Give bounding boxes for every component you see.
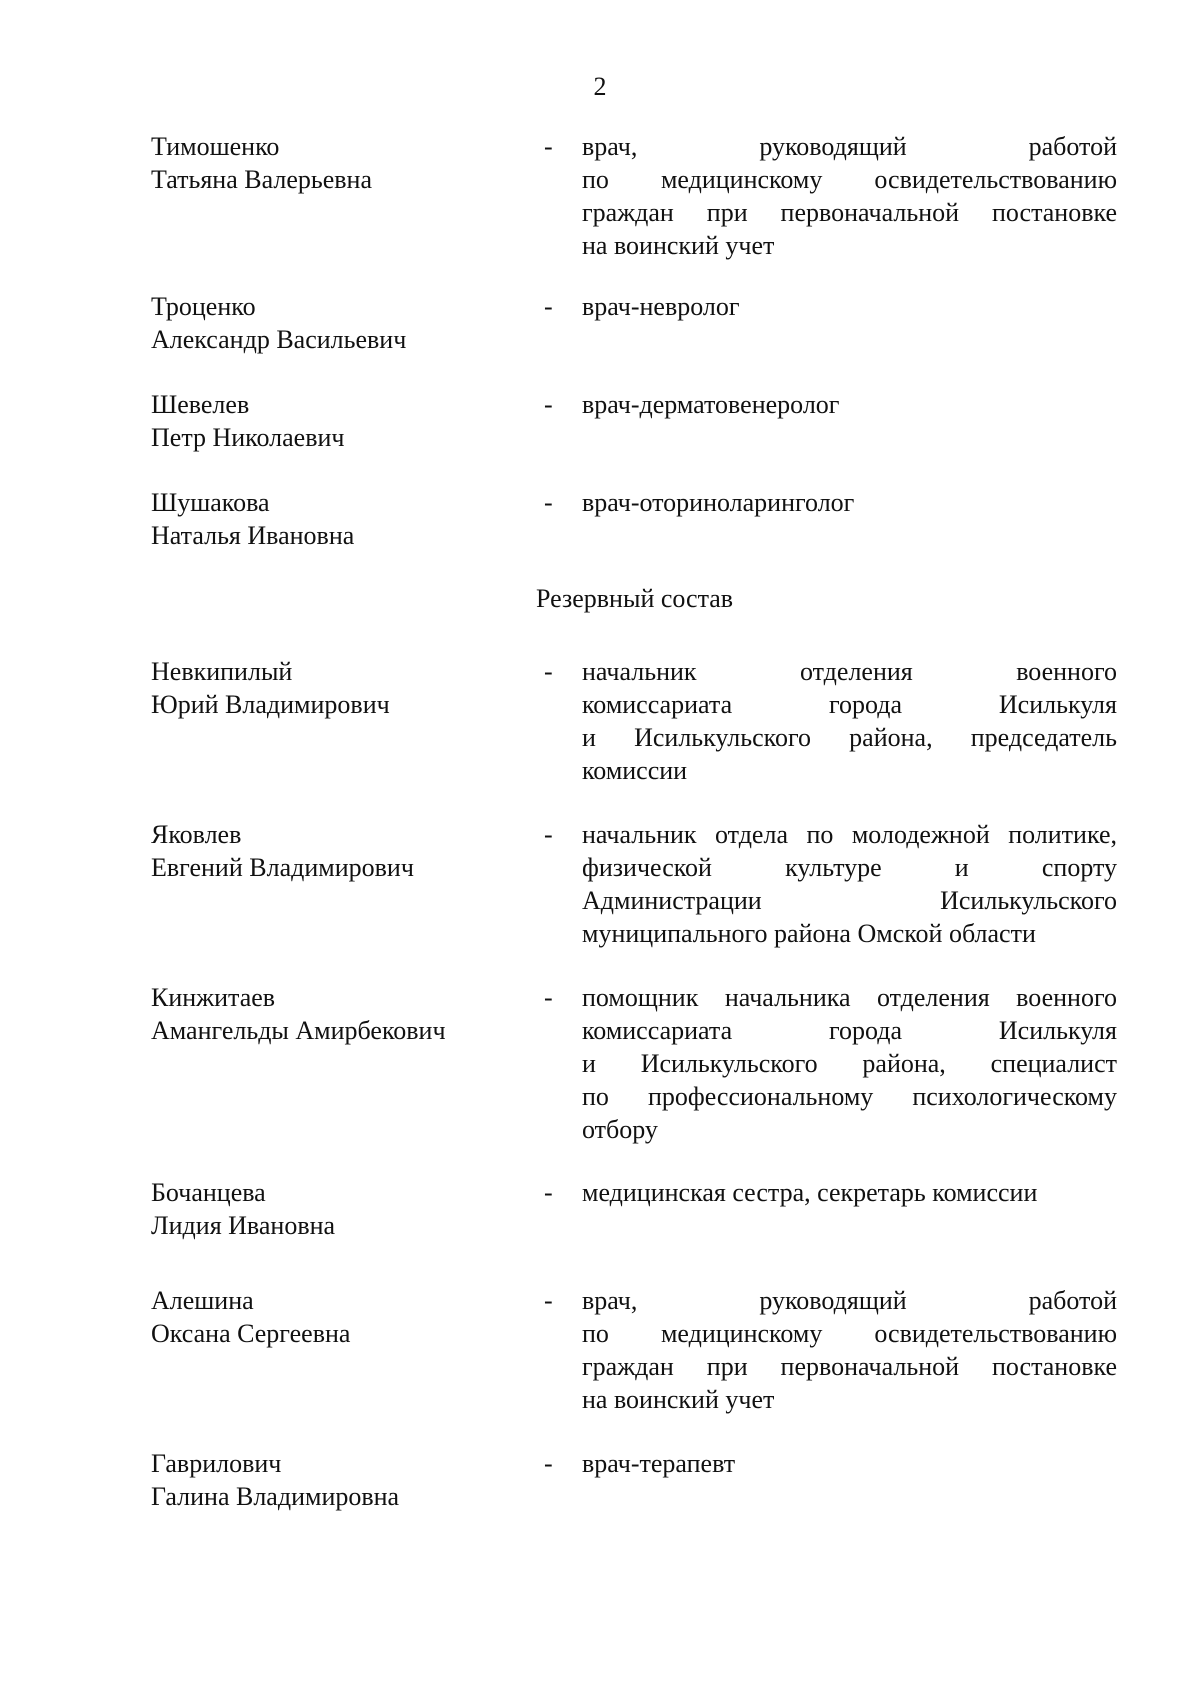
member-role xyxy=(582,486,1117,519)
member-role xyxy=(582,1447,1117,1480)
member-role-line: врач-дерматовенеролог xyxy=(582,390,840,419)
member-name xyxy=(151,655,531,721)
member-surname: Алешина xyxy=(151,1286,254,1315)
member-surname: Шевелев xyxy=(151,390,250,419)
member-name xyxy=(151,290,531,356)
member-given-names: Галина Владимировна xyxy=(151,1482,400,1511)
member-name xyxy=(151,486,531,552)
member-role xyxy=(582,818,1117,950)
page-number: 2 xyxy=(593,72,607,101)
member-name xyxy=(151,388,531,454)
member-name xyxy=(151,130,531,196)
member-role-line: граждан при первоначальной постановке xyxy=(582,1352,1117,1381)
member-dash: - xyxy=(544,983,553,1012)
member-given-names: Оксана Сергеевна xyxy=(151,1319,351,1348)
member-dash: - xyxy=(544,820,553,849)
member-given-names: Татьяна Валерьевна xyxy=(151,165,372,194)
member-dash: - xyxy=(544,488,553,517)
member-role xyxy=(582,388,1117,421)
member-role-line: врач-невролог xyxy=(582,292,740,321)
member-given-names: Лидия Ивановна xyxy=(151,1211,336,1240)
member-surname: Троценко xyxy=(151,292,256,321)
member-role xyxy=(582,1284,1117,1416)
member-surname: Тимошенко xyxy=(151,132,280,161)
member-role-line: по профессиональному психологическому xyxy=(582,1082,1117,1111)
member-given-names: Юрий Владимирович xyxy=(151,690,390,719)
member-given-names: Наталья Ивановна xyxy=(151,521,355,550)
member-name xyxy=(151,1447,531,1513)
reserve-section-title: Резервный состав xyxy=(536,584,734,613)
member-role-line: врач, руководящий работой xyxy=(582,132,1117,161)
member-role-line: муниципального района Омской области xyxy=(582,919,1036,948)
member-role-line: врач, руководящий работой xyxy=(582,1286,1117,1315)
member-dash: - xyxy=(544,1178,553,1207)
member-name xyxy=(151,1284,531,1350)
member-surname: Шушакова xyxy=(151,488,270,517)
member-given-names: Александр Васильевич xyxy=(151,325,407,354)
member-surname: Кинжитаев xyxy=(151,983,276,1012)
member-role xyxy=(582,130,1117,262)
member-role-line: врач-терапевт xyxy=(582,1449,736,1478)
member-role-line: на воинский учет xyxy=(582,1385,775,1414)
member-role-line: и Исилькульского района, председатель xyxy=(582,723,1117,752)
member-role-line: начальник отделения военного xyxy=(582,657,1117,686)
member-role xyxy=(582,655,1117,787)
member-dash: - xyxy=(544,292,553,321)
member-role-line: комиссии xyxy=(582,756,688,785)
member-role xyxy=(582,290,1117,323)
member-role-line: медицинская сестра, секретарь комиссии xyxy=(582,1178,1038,1207)
member-dash: - xyxy=(544,390,553,419)
member-role-line: на воинский учет xyxy=(582,231,775,260)
member-role-line: отбору xyxy=(582,1115,658,1144)
member-role xyxy=(582,981,1117,1146)
member-dash: - xyxy=(544,132,553,161)
member-name xyxy=(151,1176,531,1242)
member-role-line: начальник отдела по молодежной политике, xyxy=(582,820,1117,849)
member-role-line: Администрации Исилькульского xyxy=(582,886,1117,915)
member-surname: Бочанцева xyxy=(151,1178,266,1207)
member-role-line: комиссариата города Исилькуля xyxy=(582,1016,1117,1045)
member-role-line: врач-оториноларинголог xyxy=(582,488,855,517)
member-dash: - xyxy=(544,1449,553,1478)
member-role-line: комиссариата города Исилькуля xyxy=(582,690,1117,719)
member-name xyxy=(151,818,531,884)
member-role-line: помощник начальника отделения военного xyxy=(582,983,1117,1012)
member-role-line: физической культуре и спорту xyxy=(582,853,1117,882)
member-role-line: и Исилькульского района, специалист xyxy=(582,1049,1117,1078)
member-given-names: Петр Николаевич xyxy=(151,423,345,452)
member-surname: Невкипилый xyxy=(151,657,293,686)
member-dash: - xyxy=(544,657,553,686)
member-dash: - xyxy=(544,1286,553,1315)
member-role xyxy=(582,1176,1117,1209)
member-surname: Яковлев xyxy=(151,820,242,849)
member-role-line: по медицинскому освидетельствованию xyxy=(582,165,1117,194)
member-surname: Гаврилович xyxy=(151,1449,282,1478)
member-name xyxy=(151,981,531,1047)
member-given-names: Амангельды Амирбекович xyxy=(151,1016,446,1045)
member-role-line: по медицинскому освидетельствованию xyxy=(582,1319,1117,1348)
member-role-line: граждан при первоначальной постановке xyxy=(582,198,1117,227)
member-given-names: Евгений Владимирович xyxy=(151,853,414,882)
